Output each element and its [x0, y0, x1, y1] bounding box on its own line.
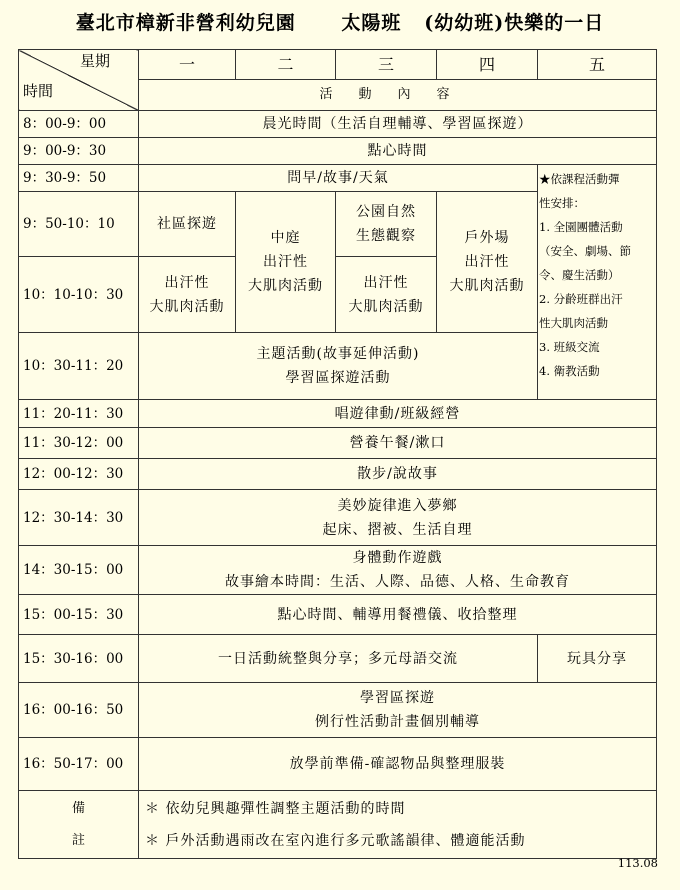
thu-activity-cell: [437, 192, 538, 333]
remarks-label: 備: [71, 800, 85, 816]
friday-notes-heading: 性安排：: [539, 196, 585, 210]
friday-notes-item: 性大肌肉活動: [539, 316, 608, 330]
version-footer: 113.08: [617, 856, 658, 870]
wed-activity-cell: [336, 257, 437, 333]
remarks-label: 註: [71, 832, 85, 848]
activity-cell: 一日活動統整與分享；多元母語交流: [139, 635, 538, 683]
fri-activity-cell: 玩具分享: [538, 635, 657, 683]
remarks-label-cell: [19, 791, 139, 859]
activity-cell: 點心時間、輔導用餐禮儀、收拾整理: [139, 595, 657, 635]
time-cell: 15：00-15：30: [19, 595, 139, 635]
thu-line: 戶外場: [464, 230, 510, 246]
mon-activity-cell: 社區探遊: [139, 192, 236, 257]
wed-line: 公園自然: [356, 204, 416, 220]
activity-line: 美妙旋律進入夢鄉: [337, 497, 458, 514]
day-header-wed: 三: [336, 50, 437, 80]
time-cell: 16：50-17：00: [19, 738, 139, 791]
friday-notes-heading: ★依課程活動彈: [539, 172, 620, 186]
friday-notes-cell: [538, 165, 657, 400]
time-label: 時間: [23, 82, 54, 100]
weekday-label: 星期: [79, 52, 110, 70]
activity-cell: 晨光時間（生活自理輔導、學習區探遊）: [139, 111, 657, 138]
friday-notes-item: 4. 衛教活動: [539, 364, 600, 378]
activity-cell: 散步/說故事: [139, 459, 657, 490]
school-name: 臺北市樟新非營利幼兒園: [75, 12, 296, 34]
tue-line: 中庭: [270, 230, 301, 246]
activity-cell: 唱遊律動/班級經營: [139, 400, 657, 428]
mon-activity-cell: [139, 257, 236, 333]
wed-line: 生態觀察: [356, 228, 416, 244]
time-cell: 9：00-9：30: [19, 138, 139, 165]
activity-cell: [139, 683, 657, 738]
time-cell: 12：30-14：30: [19, 490, 139, 546]
time-cell: 10：10-10：30: [19, 257, 139, 333]
activity-cell: [139, 333, 538, 400]
activity-cell: 問早/故事/天氣: [139, 165, 538, 192]
activity-line: 例行性活動計畫個別輔導: [315, 714, 480, 730]
daily-schedule-table: [18, 49, 657, 859]
wed-line: 出汗性: [363, 274, 409, 291]
activity-cell: 營養午餐/漱口: [139, 428, 657, 459]
activity-line: 身體動作遊戲: [352, 550, 443, 566]
time-cell: 15：30-16：00: [19, 635, 139, 683]
activity-line: 故事繪本時間：生活、人際、品德、人格、生命教育: [225, 574, 570, 590]
activity-line: 主題活動(故事延伸活動): [256, 346, 420, 362]
activity-cell: [139, 546, 657, 595]
mon-line: 大肌肉活動: [149, 298, 225, 315]
time-cell: 9：30-9：50: [19, 165, 139, 192]
time-cell: 9：50-10：10: [19, 192, 139, 257]
activity-line: 學習區探遊活動: [285, 370, 391, 386]
friday-notes-item: 3. 班級交流: [539, 340, 600, 354]
day-header-mon: 一: [139, 50, 236, 80]
remark-item: ＊ 戶外活動遇雨改在室內進行多元歌謠韻律、體適能活動: [145, 832, 526, 849]
class-name: 太陽班: [341, 12, 402, 34]
friday-notes-item: （安全、劇場、節: [539, 244, 631, 258]
tue-line: 大肌肉活動: [248, 278, 323, 294]
time-cell: 11：30-12：00: [19, 428, 139, 459]
activity-cell: 放學前準備-確認物品與整理服裝: [139, 738, 657, 791]
tue-line: 出汗性: [263, 254, 308, 270]
day-header-tue: 二: [236, 50, 336, 80]
tue-activity-cell: [236, 192, 336, 333]
friday-notes-item: 令、慶生活動）: [539, 268, 620, 282]
wed-line: 大肌肉活動: [348, 298, 424, 315]
time-cell: 10：30-11：20: [19, 333, 139, 400]
activity-cell: [139, 490, 657, 546]
header-corner-cell: [19, 50, 139, 111]
time-cell: 14：30-15：00: [19, 546, 139, 595]
mon-line: 出汗性: [164, 274, 210, 291]
day-header-thu: 四: [437, 50, 538, 80]
activity-cell: 點心時間: [139, 138, 657, 165]
time-cell: 12：00-12：30: [19, 459, 139, 490]
remark-item: ＊ 依幼兒興趣彈性調整主題活動的時間: [145, 800, 406, 817]
day-header-fri: 五: [538, 50, 657, 80]
activity-line: 起床、摺被、生活自理: [322, 521, 473, 538]
class-note: (幼幼班)快樂的一日: [424, 12, 605, 34]
time-cell: 8：00-9：00: [19, 111, 139, 138]
remarks-cell: [139, 791, 657, 859]
thu-line: 出汗性: [464, 254, 510, 270]
time-cell: 16：00-16：50: [19, 683, 139, 738]
time-cell: 11：20-11：30: [19, 400, 139, 428]
activity-content-header: 活動內容: [139, 80, 657, 111]
friday-notes-item: 1. 全園團體活動: [539, 220, 623, 234]
thu-line: 大肌肉活動: [449, 278, 525, 294]
wed-activity-cell: [336, 192, 437, 257]
activity-line: 學習區探遊: [360, 690, 435, 706]
schedule-title: [0, 8, 680, 35]
friday-notes-item: 2. 分齡班群出汗: [539, 292, 623, 306]
